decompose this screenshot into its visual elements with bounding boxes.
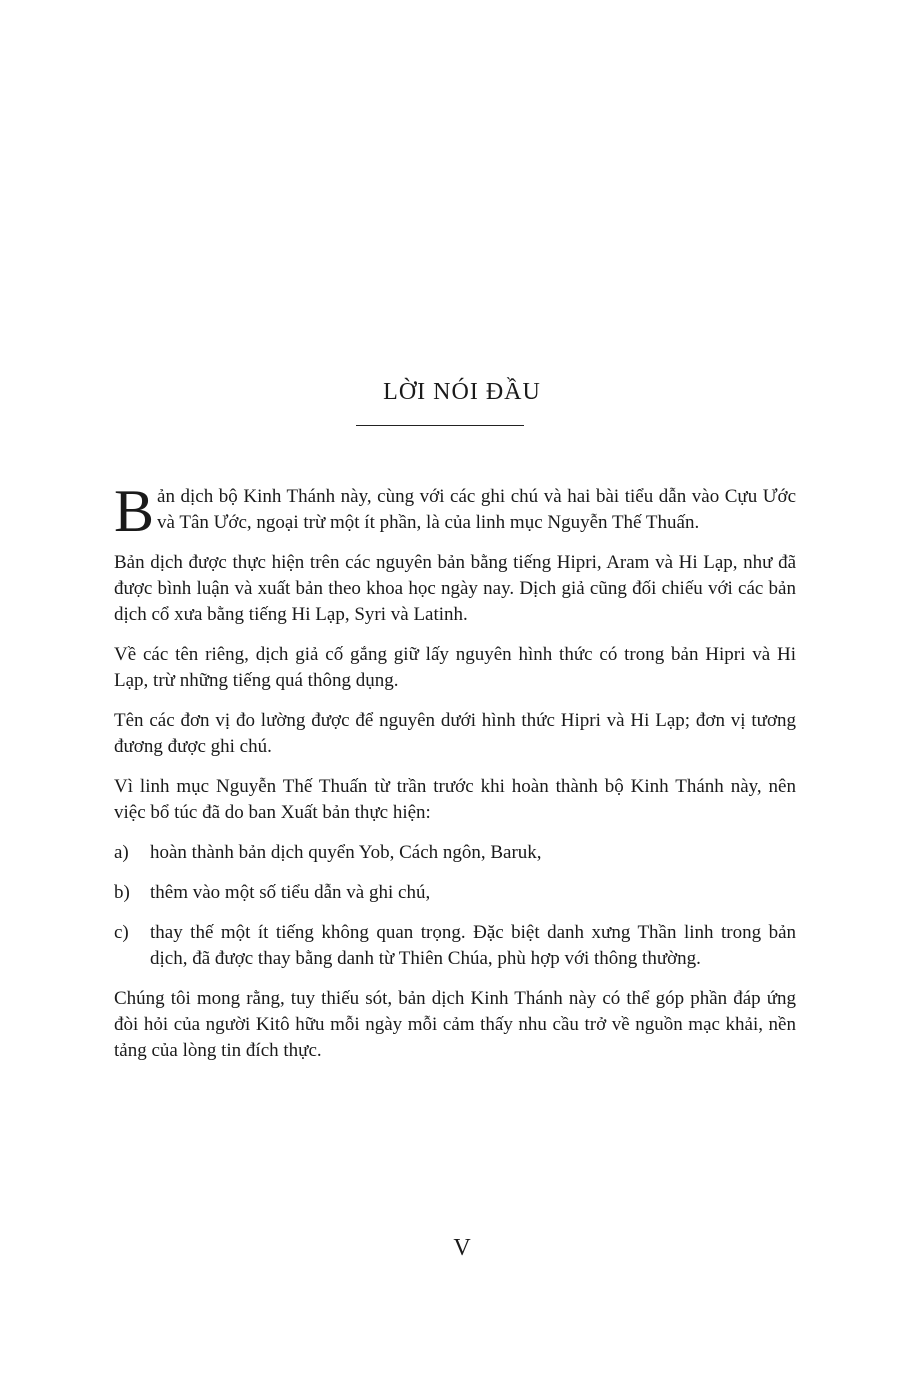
page-title: LỜI NÓI ĐẦU (383, 379, 541, 405)
list-marker: b) (114, 882, 130, 903)
paragraph-proper-names: Về các tên riêng, dịch giả cố gắng giữ lấy nguyên hình thức có trong bản Hipri và Hi Lạp, trừ những tiếng quá thông dụng. (114, 644, 796, 691)
closing-paragraph: Chúng tôi mong rằng, tuy thiếu sót, bản dịch Kinh Thánh này có thể góp phần đáp ứng đòi hỏi của người Kitô hữu mỗi ngày mỗi cảm thấy nhu cầu trở về nguồn mạc khải, nền tảng của lòng tin đích thực. (114, 988, 796, 1061)
drop-cap: B (114, 478, 155, 544)
list-item-text: thêm vào một số tiểu dẫn và ghi chú, (150, 882, 431, 903)
paragraph-sources: Bản dịch được thực hiện trên các nguyên bản bằng tiếng Hipri, Aram và Hi Lạp, như đã được bình luận và xuất bản theo khoa học ngày nay. Dịch giả cũng đối chiếu với các bản dịch cổ xưa bằng tiếng Hi Lạp, Syri và Latinh. (114, 552, 796, 625)
list-item-text: thay thế một ít tiếng không quan trọng. Đặc biệt danh xưng Thần linh trong bản dịch, đã được thay bằng danh từ Thiên Chúa, phù hợp với thông thường. (150, 922, 796, 969)
intro-paragraph (114, 478, 796, 544)
page-number: V (453, 1235, 471, 1261)
list-marker: a) (114, 842, 129, 863)
list-item-b (114, 880, 796, 906)
title-underline (356, 425, 524, 426)
paragraph-units: Tên các đơn vị đo lường được để nguyên dưới hình thức Hipri và Hi Lạp; đơn vị tương đương được ghi chú. (114, 710, 796, 757)
preface-body (114, 478, 796, 1078)
list-item-a (114, 840, 796, 866)
intro-text: ản dịch bộ Kinh Thánh này, cùng với các ghi chú và hai bài tiểu dẫn vào Cựu Ước và Tân Ước, ngoại trừ một ít phần, là của linh mục Nguyễn Thế Thuấn. (157, 486, 796, 533)
paragraph-completion: Vì linh mục Nguyễn Thế Thuấn từ trần trước khi hoàn thành bộ Kinh Thánh này, nên việc bổ túc đã do ban Xuất bản thực hiện: (114, 776, 796, 823)
list-marker: c) (114, 922, 129, 943)
list-item-c (114, 920, 796, 972)
list-item-text: hoàn thành bản dịch quyển Yob, Cách ngôn, Baruk, (150, 842, 542, 863)
